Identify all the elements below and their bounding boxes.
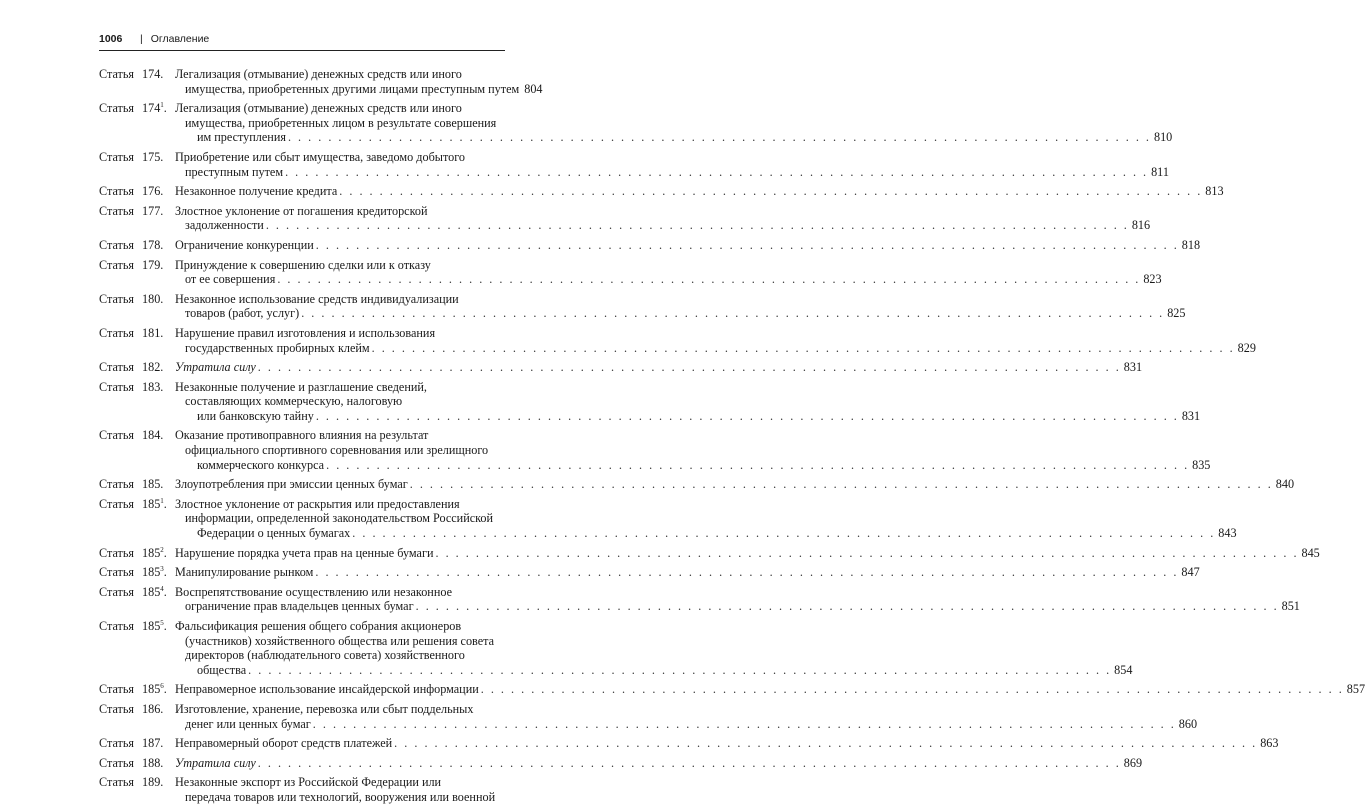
toc-entry (99, 477, 1295, 492)
entry-title (175, 257, 1162, 287)
entry-title-last-line (175, 545, 1320, 561)
article-label: Статья (99, 325, 135, 340)
toc-entry (99, 619, 1133, 677)
entry-title-text: Нарушение порядка учета прав на ценные бумаги (175, 545, 434, 560)
entry-title-text: Неправомерный оборот средств платежей (175, 736, 393, 751)
article-label: Статья (99, 379, 135, 394)
page-ref: 823 (1143, 272, 1162, 287)
entry-title (175, 379, 1201, 424)
entry-title-text: преступным путем (185, 164, 284, 179)
article-number-text: 182. (142, 360, 164, 375)
article-label: Статья (99, 682, 135, 697)
article-label: Статья (99, 360, 135, 375)
entry-title-last-line (175, 130, 1173, 145)
entry-title-line: Изготовление, хранение, перевозка или сбыт поддельных (175, 701, 474, 716)
article-number-text: 175. (142, 149, 164, 164)
dot-leader: . . . . . . . . . . . . . . . . . . . . . . . . . . . . . . . . . . . . . . . . . . . . . . . . . . . . . . . . . . . . . . . . . . . . . . . . . . . . . . . . . . . . . . (394, 736, 1258, 751)
entry-title-text: Злоупотребления при эмиссии ценных бумаг (175, 477, 408, 492)
entry-title-text: Утратила силу (175, 360, 256, 375)
article-number (142, 258, 175, 273)
entry-title-last-line (175, 736, 1279, 751)
entry-title-last-line (175, 81, 543, 97)
article-label: Статья (99, 477, 135, 492)
article-number (142, 238, 175, 253)
entry-title-last-line (175, 599, 1300, 614)
entry-title-line: Легализация (отмывание) денежных средств или иного (175, 101, 462, 116)
article-label: Статья (99, 565, 135, 580)
article-number-superscript: 6 (160, 682, 164, 691)
dot-leader: . . . . . . . . . . . . . . . . . . . . . . . . . . . . . . . . . . . . . . . . . . . . . . . . . . . . . . . . . . . . . . . . . . . . . . . . . . . . . . . . . . . . . . (301, 306, 1165, 321)
page-ref: 851 (1281, 599, 1300, 614)
page-ref: 843 (1218, 526, 1237, 541)
article-number (142, 736, 175, 751)
entry-title-last-line (175, 662, 1133, 678)
toc-entry (99, 736, 1279, 751)
article-number-text: 174 (142, 101, 161, 116)
entry-title-line: директоров (наблюдательного совета) хозяйственного (185, 648, 465, 663)
entry-title-text: общества (197, 662, 247, 677)
article-number (142, 477, 175, 492)
dot-leader: . . . . . . . . . . . . . . . . . . . . . . . . . . . . . . . . . . . . . . . . . . . . . . . . . . . . . . . . . . . . . . . . . . . . . . . . . . . . . . . . . . . . . . (257, 755, 1121, 770)
entry-title-last-line (175, 755, 1143, 771)
article-number (142, 546, 175, 561)
entry-title-text: Федерации о ценных бумагах (197, 526, 351, 541)
running-header (99, 31, 504, 47)
dot-leader: . . . . . . . . . . . . . . . . . . . . . . . . . . . . . . . . . . . . . . . . . . . . . . . . . . . . . . . . . . . . . . . . . . . . . . . . . . . . . . . . . . . . . . (371, 340, 1235, 355)
article-number-text: 176. (142, 184, 164, 199)
entry-title-text: задолженности (185, 218, 264, 233)
article-label: Статья (99, 149, 135, 164)
page-ref: 863 (1260, 736, 1279, 751)
toc-entry (99, 496, 1237, 541)
entry-title (175, 565, 1200, 580)
article-number-text: 174. (142, 67, 164, 81)
entry-title (175, 101, 1173, 145)
entry-title-line: Незаконное использование средств индивидуализации (175, 291, 459, 306)
entry-title (175, 755, 1143, 771)
article-number-text: 185 (142, 584, 161, 599)
article-number (142, 497, 175, 512)
article-number (142, 326, 175, 341)
entry-title-text: государственных пробирных клейм (185, 340, 370, 355)
toc-entry (99, 101, 1173, 145)
article-number-text: 185. (142, 477, 164, 492)
entry-title-last-line (175, 477, 1295, 492)
dot-leader: . . . . . . . . . . . . . . . . . . . . . . . . . . . . . . . . . . . . . . . . . . . . . . . . . . . . . . . . . . . . . . . . . . . . . . . . . . . . . . . . . . . . . . (435, 545, 1299, 560)
entry-title-line: (участников) хозяйственного общества или решения совета (185, 633, 495, 648)
article-number-superscript: 5 (160, 619, 164, 627)
article-number-period: . (163, 101, 167, 116)
page-ref: 847 (1181, 565, 1200, 580)
page-ref: 845 (1301, 545, 1320, 560)
entry-title-text: или банковскую тайну (197, 408, 314, 423)
page-ref: 810 (1153, 130, 1173, 145)
entry-title (175, 325, 1256, 355)
toc-entry (99, 360, 1143, 375)
entry-title (175, 584, 1300, 614)
page-ref: 816 (1131, 218, 1151, 233)
article-number (142, 101, 175, 116)
page-number: 1006 (99, 33, 123, 45)
page-ref: 869 (1123, 755, 1143, 770)
entry-title-last-line (175, 184, 1224, 199)
page-ref: 804 (524, 81, 543, 96)
toc-entry (99, 428, 1211, 472)
article-label: Статья (99, 67, 135, 81)
article-number-text: 179. (142, 257, 164, 272)
entry-title-last-line (175, 237, 1201, 253)
entry-title-line: Нарушение правил изготовления и использования (175, 325, 436, 340)
article-number (142, 360, 175, 375)
dot-leader: . . . . . . . . . . . . . . . . . . . . . . . . . . . . . . . . . . . . . . . . . . . . . . . . . . . . . . . . . . . . . . . . . . . . . . . . . . . . . . . . . . . . . . (315, 408, 1179, 423)
page-ref: 818 (1181, 237, 1201, 252)
dot-leader: . . . . . . . . . . . . . . . . . . . . . . . . . . . . . . . . . . . . . . . . . . . . . . . . . . . . . . . . . . . . . . . . . . . . . . . . . . . . . . . . . . . . . . (277, 272, 1141, 287)
article-label: Статья (99, 203, 135, 218)
article-number-period: . (163, 565, 167, 580)
entry-title-text: Незаконное получение кредита (175, 184, 338, 199)
entry-title-last-line (175, 340, 1256, 356)
entry-title-line: Принуждение к совершению сделки или к отказу (175, 257, 431, 272)
entry-title-line: Злостное уклонение от раскрытия или предоставления (175, 496, 460, 511)
entry-title-text: имущества, приобретенных другими лицами преступным путем (185, 81, 520, 96)
page-ref: 840 (1275, 477, 1295, 492)
entry-title-line: Фальсификация решения общего собрания акционеров (175, 619, 462, 633)
article-label: Статья (99, 237, 135, 252)
article-number-period: . (163, 619, 167, 633)
toc-entry (99, 682, 1365, 697)
article-number-text: 180. (142, 291, 164, 306)
toc-entry (99, 584, 1300, 614)
toc-entry (99, 545, 1320, 561)
article-number-superscript: 2 (160, 545, 164, 554)
entry-title (175, 545, 1320, 561)
article-number-text: 188. (142, 755, 164, 770)
article-number-text: 185 (142, 619, 161, 633)
article-number (142, 428, 175, 443)
page-ref: 835 (1192, 457, 1211, 472)
entry-title-text: от ее совершения (185, 272, 276, 287)
article-label: Статья (99, 545, 135, 560)
page-ref: 831 (1181, 408, 1201, 423)
dot-leader: . . . . . . . . . . . . . . . . . . . . . . . . . . . . . . . . . . . . . . . . . . . . . . . . . . . . . . . . . . . . . . . . . . . . . . . . . . . . . . . . . . . . . . (326, 457, 1190, 472)
entry-title (175, 619, 1133, 677)
entry-title-line: составляющих коммерческую, налоговую (185, 394, 403, 409)
toc-entry (99, 379, 1201, 424)
entry-title (175, 428, 1211, 472)
entry-title-text: товаров (работ, услуг) (185, 306, 300, 321)
dot-leader: . . . . . . . . . . . . . . . . . . . . . . . . . . . . . . . . . . . . . . . . . . . . . . . . . . . . . . . . . . . . . . . . . . . . . . . . . . . . . . . . . . . . . . (315, 565, 1179, 580)
article-number (142, 702, 175, 717)
article-number (142, 150, 175, 165)
article-number-superscript: 3 (160, 565, 164, 574)
entry-title (175, 360, 1143, 375)
entry-title-line: Злостное уклонение от погашения кредиторской (175, 203, 428, 218)
article-number-period: . (163, 496, 167, 511)
entry-title-last-line (175, 716, 1198, 732)
dot-leader: . . . . . . . . . . . . . . . . . . . . . . . . . . . . . . . . . . . . . . . . . . . . . . . . . . . . . . . . . . . . . . . . . . . . . . . . . . . . . . . . . . . . . . (285, 164, 1149, 179)
entry-title (175, 496, 1237, 541)
entry-title (175, 203, 1151, 233)
dot-leader: . . . . . . . . . . . . . . . . . . . . . . . . . . . . . . . . . . . . . . . . . . . . . . . . . . . . . . . . . . . . . . . . . . . . . . . . . . . . . . . . . . . . . . (315, 237, 1179, 252)
article-number-period: . (163, 682, 167, 697)
article-label: Статья (99, 101, 135, 116)
article-number (142, 585, 175, 600)
toc-entry (99, 325, 1256, 355)
article-label: Статья (99, 736, 135, 751)
page-ref: 829 (1237, 340, 1256, 355)
page-ref: 813 (1205, 184, 1224, 199)
article-number-superscript: 4 (160, 584, 164, 593)
entry-title-last-line (175, 565, 1200, 580)
entry-title-last-line (175, 457, 1211, 473)
entry-title-line: Приобретение или сбыт имущества, заведомо добытого (175, 149, 466, 164)
dot-leader: . . . . . . . . . . . . . . . . . . . . . . . . . . . . . . . . . . . . . . . . . . . . . . . . . . . . . . . . . . . . . . . . . . . . . . . . . . . . . . . . . . . . . . (257, 360, 1121, 375)
toc-entry (99, 755, 1143, 771)
toc-entry (99, 565, 1200, 580)
article-number (142, 67, 175, 82)
entry-title-last-line (175, 218, 1151, 233)
entry-title-last-line (175, 306, 1186, 321)
entry-title-text: Манипулирование рынком (175, 565, 314, 580)
entry-title (175, 682, 1365, 697)
entry-title-last-line (175, 164, 1169, 180)
article-label: Статья (99, 184, 135, 199)
header-rule (99, 50, 505, 51)
toc-entry (99, 67, 543, 96)
page-ref: 831 (1123, 360, 1143, 375)
entry-title-text: Ограничение конкуренции (175, 237, 314, 252)
toc-entry (99, 184, 1224, 199)
article-label: Статья (99, 775, 135, 790)
article-number-text: 178. (142, 237, 164, 252)
dot-leader: . . . . . . . . . . . . . . . . . . . . . . . . . . . . . . . . . . . . . . . . . . . . . . . . . . . . . . . . . . . . . . . . . . . . . . . . . . . . . . . . . . . . . . (409, 477, 1273, 492)
entry-title (175, 701, 1198, 731)
article-number-text: 186. (142, 701, 164, 716)
entry-title (175, 184, 1224, 199)
entry-title-last-line (175, 526, 1237, 541)
article-number (142, 565, 175, 580)
toc-entry (99, 203, 1151, 233)
article-number (142, 682, 175, 697)
toc-entry (99, 237, 1201, 253)
article-number (142, 775, 175, 790)
entry-title (175, 775, 505, 804)
article-number-superscript: 1 (160, 496, 164, 505)
article-number-text: 187. (142, 736, 164, 751)
dot-leader: . . . . . . . . . . . . . . . . . . . . . . . . . . . . . . . . . . . . . . . . . . . . . . . . . . . . . . . . . . . . . . . . . . . . . . . . . . . . . . . . . . . . . . (287, 130, 1151, 145)
article-label: Статья (99, 584, 135, 599)
toc-entry (99, 291, 1186, 321)
entry-title-line: Воспрепятствование осуществлению или незаконное (175, 584, 452, 599)
toc-entry (99, 775, 505, 804)
article-label: Статья (99, 257, 135, 272)
toc-entry (99, 149, 1169, 179)
dot-leader: . . . . . . . . . . . . . . . . . . . . . . . . . . . . . . . . . . . . . . . . . . . . . . . . . . . . . . . . . . . . . . . . . . . . . . . . . . . . . . . . . . . . . . (352, 526, 1216, 541)
toc-entry (99, 257, 1162, 287)
article-number (142, 292, 175, 307)
entry-title-last-line (175, 272, 1162, 287)
article-number-period: . (163, 545, 167, 560)
dot-leader: . . . . . . . . . . . . . . . . . . . . . . . . . . . . . . . . . . . . . . . . . . . . . . . . . . . . . . . . . . . . . . . . . . . . . . . . . . . . . . . . . . . . . . (339, 184, 1203, 199)
entry-title-text: ограничение прав владельцев ценных бумаг (185, 599, 414, 614)
article-number (142, 619, 175, 634)
entry-title-line: информации, определенной законодательством Российской (185, 511, 494, 526)
entry-title-text: денег или ценных бумаг (185, 716, 311, 731)
article-label: Статья (99, 428, 135, 443)
entry-title (175, 736, 1279, 751)
page-ref: 825 (1167, 306, 1186, 321)
article-number-text: 189. (142, 775, 164, 790)
article-number-text: 184. (142, 428, 164, 443)
article-number-text: 177. (142, 203, 164, 218)
article-number (142, 756, 175, 771)
entry-title-line: Оказание противоправного влияния на результат (175, 428, 429, 443)
article-label: Статья (99, 755, 135, 770)
page-ref: 854 (1114, 662, 1133, 677)
table-of-contents (99, 67, 1365, 810)
dot-leader: . . . . . . . . . . . . . . . . . . . . . . . . . . . . . . . . . . . . . . . . . . . . . . . . . . . . . . . . . . . . . . . . . . . . . . . . . . . . . . . . . . . . . . (312, 716, 1176, 731)
entry-title (175, 291, 1186, 321)
entry-title-line: имущества, приобретенных лицом в результате совершения (185, 115, 497, 130)
article-number-period: . (163, 584, 167, 599)
article-number (142, 380, 175, 395)
entry-title-line: официального спортивного соревнования или зрелищного (185, 443, 489, 458)
article-number-text: 185 (142, 565, 161, 580)
entry-title-last-line (175, 360, 1143, 375)
article-label: Статья (99, 701, 135, 716)
entry-title-last-line (175, 682, 1365, 697)
entry-title-last-line (175, 408, 1201, 424)
entry-title (175, 67, 543, 96)
article-number-text: 185 (142, 545, 161, 560)
article-label: Статья (99, 291, 135, 306)
article-label: Статья (99, 496, 135, 511)
page-ref: 857 (1346, 682, 1365, 697)
article-number-text: 181. (142, 325, 164, 340)
entry-title-text: Неправомерное использование инсайдерской информации (175, 682, 479, 697)
dot-leader: . . . . . . . . . . . . . . . . . . . . . . . . . . . . . . . . . . . . . . . . . . . . . . . . . . . . . . . . . . . . . . . . . . . . . . . . . . . . . . . . . . . . . . (265, 218, 1129, 233)
toc-entry (99, 701, 1198, 731)
entry-title-line: передача товаров или технологий, вооружения или военной (185, 789, 496, 804)
entry-title-text: им преступления (197, 130, 286, 145)
entry-title (175, 237, 1201, 253)
article-number (142, 184, 175, 199)
entry-title-text: Утратила силу (175, 755, 256, 770)
dot-leader: . . . . . . . . . . . . . . . . . . . . . . . . . . . . . . . . . . . . . . . . . . . . . . . . . . . . . . . . . . . . . . . . . . . . . . . . . . . . . . . . . . . . . . (415, 599, 1279, 614)
dot-leader: . . . . . . . . . . . . . . . . . . . . . . . . . . . . . . . . . . . . . . . . . . . . . . . . . . . . . . . . . . . . . . . . . . . . . . . . . . . . . . . . . . . . . . (480, 682, 1344, 697)
entry-title-line: Незаконные получение и разглашение сведений, (175, 379, 427, 394)
entry-title-text: коммерческого конкурса (197, 457, 325, 472)
article-number (142, 204, 175, 219)
page-ref: 811 (1151, 164, 1169, 179)
article-label: Статья (99, 619, 135, 633)
entry-title-line: Незаконные экспорт из Российской Федерации или (175, 775, 442, 790)
article-number-superscript: 1 (160, 101, 164, 110)
header-separator: | (140, 33, 143, 45)
dot-leader: . . . . . . . . . . . . . . . . . . . . . . . . . . . . . . . . . . . . . . . . . . . . . . . . . . . . . . . . . . . . . . . . . . . . . . . . . . . . . . . . . . . . . . (248, 662, 1112, 677)
entry-title (175, 477, 1295, 492)
article-number-text: 185 (142, 496, 161, 511)
header-title: Оглавление (150, 33, 210, 45)
entry-title (175, 149, 1169, 179)
article-number-text: 183. (142, 379, 164, 394)
page-ref: 860 (1178, 716, 1198, 731)
article-number-text: 185 (142, 682, 161, 697)
entry-title-line: Легализация (отмывание) денежных средств или иного (175, 67, 462, 81)
